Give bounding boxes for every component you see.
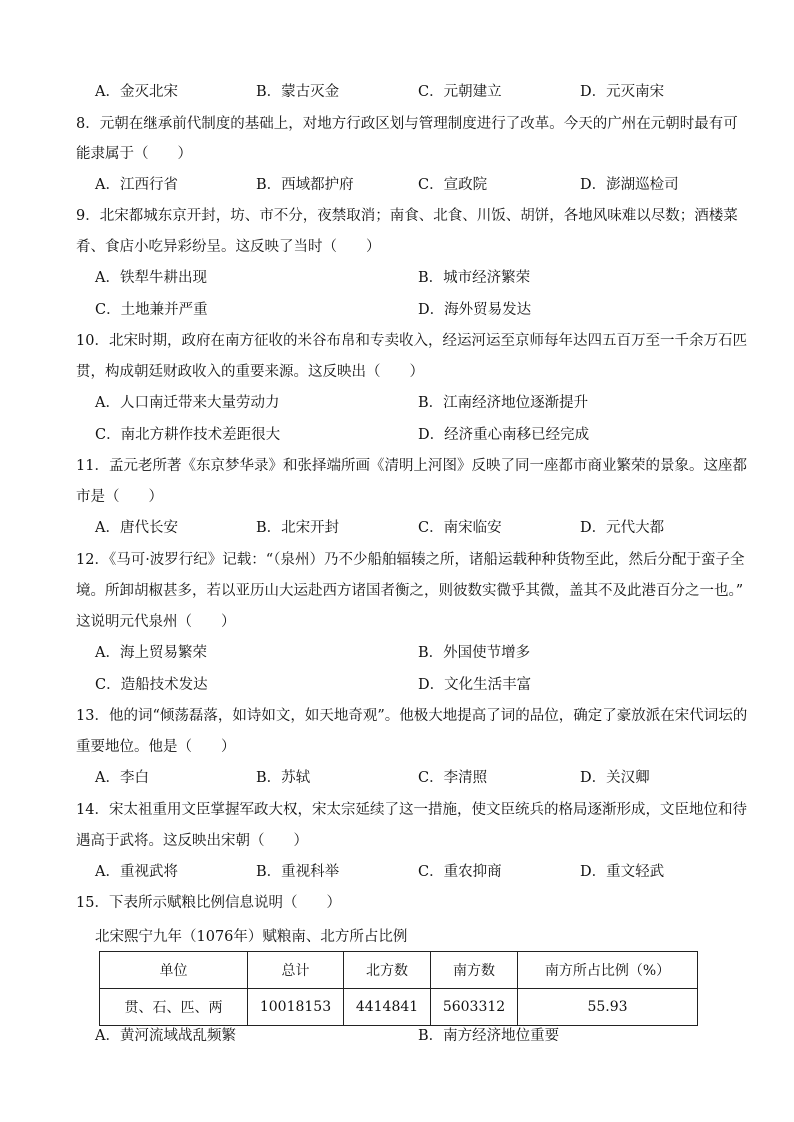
q7-option-b[interactable]: B．蒙古灭金 bbox=[256, 84, 340, 100]
q8-options bbox=[95, 175, 734, 195]
table-header-cell: 南方所占比例（%） bbox=[518, 952, 698, 989]
q13-options bbox=[95, 768, 734, 788]
table-cell: 贯、石、匹、两 bbox=[100, 989, 248, 1026]
q13-option-c[interactable]: C．李清照 bbox=[418, 770, 488, 786]
q10-stem-line-1: 10．北宋时期，政府在南方征收的米谷布帛和专卖收入，经运河运至京师每年达四五百万至一千余万石匹 bbox=[76, 333, 747, 349]
q11-options bbox=[95, 518, 734, 538]
q13-option-b[interactable]: B．苏轼 bbox=[256, 770, 311, 786]
q12-option-d[interactable]: D．文化生活丰富 bbox=[418, 677, 532, 693]
q7-option-d[interactable]: D．元灭南宋 bbox=[580, 84, 665, 100]
q15-option-b[interactable]: B．南方经济地位重要 bbox=[418, 1028, 560, 1044]
q15-table-caption: 北宋熙宁九年（1076年）赋粮南、北方所占比例 bbox=[95, 929, 408, 945]
table-header-cell: 单位 bbox=[100, 952, 248, 989]
table-cell: 55.93 bbox=[518, 989, 698, 1026]
table-row bbox=[100, 989, 698, 1026]
q12-options-row-1 bbox=[95, 643, 734, 663]
table-header-cell: 南方数 bbox=[431, 952, 518, 989]
q14-option-b[interactable]: B．重视科举 bbox=[256, 864, 340, 880]
q7-options bbox=[95, 82, 734, 102]
q13-stem-line-1: 13．他的词“倾荡磊落，如诗如文，如天地奇观”。他极大地提高了词的品位，确定了豪放派在宋代词坛的 bbox=[76, 708, 748, 724]
table-header-cell: 北方数 bbox=[344, 952, 431, 989]
q7-option-c[interactable]: C．元朝建立 bbox=[418, 84, 502, 100]
q9-option-b[interactable]: B．城市经济繁荣 bbox=[418, 270, 531, 286]
q13-option-d[interactable]: D．关汉卿 bbox=[580, 770, 650, 786]
q10-options-row-1 bbox=[95, 393, 734, 413]
q12-option-a[interactable]: A．海上贸易繁荣 bbox=[95, 645, 207, 661]
q10-option-d[interactable]: D．经济重心南移已经完成 bbox=[418, 427, 590, 443]
q8-option-d[interactable]: D．澎湖巡检司 bbox=[580, 177, 679, 193]
q14-stem-line-2: 遇高于武将。这反映出宋朝（ ） bbox=[76, 833, 308, 849]
q11-option-b[interactable]: B．北宋开封 bbox=[256, 520, 340, 536]
q9-option-d[interactable]: D．海外贸易发达 bbox=[418, 302, 532, 318]
q8-stem-line-2: 能隶属于（ ） bbox=[76, 146, 192, 162]
q11-stem-line-2: 市是（ ） bbox=[76, 489, 163, 505]
q9-options-row-2 bbox=[95, 300, 734, 320]
table-cell: 10018153 bbox=[248, 989, 344, 1026]
q14-option-a[interactable]: A．重视武将 bbox=[95, 864, 178, 880]
q11-option-d[interactable]: D．元代大都 bbox=[580, 520, 665, 536]
q15-options bbox=[95, 1026, 734, 1046]
q9-stem-line-1: 9．北宋都城东京开封，坊、市不分，夜禁取消；南食、北食、川饭、胡饼，各地风味难以尽数；酒楼菜 bbox=[76, 208, 738, 224]
table-header-row bbox=[100, 952, 698, 989]
q12-option-b[interactable]: B．外国使节增多 bbox=[418, 645, 531, 661]
q10-options-row-2 bbox=[95, 425, 734, 445]
table-header-cell: 总计 bbox=[248, 952, 344, 989]
table-cell: 5603312 bbox=[431, 989, 518, 1026]
q14-option-c[interactable]: C．重农抑商 bbox=[418, 864, 502, 880]
q15-data-table bbox=[99, 951, 698, 1026]
q7-option-a[interactable]: A．金灭北宋 bbox=[95, 84, 178, 100]
q9-stem-line-2: 肴、食店小吃异彩纷呈。这反映了当时（ ） bbox=[76, 239, 381, 255]
q10-stem-line-2: 贯，构成朝廷财政收入的重要来源。这反映出（ ） bbox=[76, 364, 424, 380]
q9-options-row-1 bbox=[95, 268, 734, 288]
q12-option-c[interactable]: C．造船技术发达 bbox=[95, 677, 208, 693]
q11-option-a[interactable]: A．唐代长安 bbox=[95, 520, 178, 536]
q12-stem-line-2: 境。所卸胡椒甚多，若以亚历山大运赴西方诸国者衡之，则彼数实微乎其微，盖其不及此港百分之一也。” bbox=[76, 583, 744, 599]
table-cell: 4414841 bbox=[344, 989, 431, 1026]
q10-option-b[interactable]: B．江南经济地位逐渐提升 bbox=[418, 395, 589, 411]
q8-option-c[interactable]: C．宣政院 bbox=[418, 177, 488, 193]
q14-option-d[interactable]: D．重文轻武 bbox=[580, 864, 665, 880]
q11-option-c[interactable]: C．南宋临安 bbox=[418, 520, 502, 536]
q8-option-a[interactable]: A．江西行省 bbox=[95, 177, 178, 193]
q12-stem-line-1: 12．《马可·波罗行纪》记载：“（泉州）乃不少船舶辐辏之所，诸船运载种种货物至此，然后分配于蛮子全 bbox=[76, 552, 745, 568]
q14-stem-line-1: 14．宋太祖重用文臣掌握军政大权，宋太宗延续了这一措施，使文臣统兵的格局逐渐形成，文臣地位和待 bbox=[76, 802, 747, 818]
q13-option-a[interactable]: A．李白 bbox=[95, 770, 149, 786]
q12-options-row-2 bbox=[95, 675, 734, 695]
q10-option-a[interactable]: A．人口南迁带来大量劳动力 bbox=[95, 395, 280, 411]
q8-option-b[interactable]: B．西域都护府 bbox=[256, 177, 354, 193]
q11-stem-line-1: 11．孟元老所著《东京梦华录》和张择端所画《清明上河图》反映了同一座都市商业繁荣的景象。这座都 bbox=[76, 458, 747, 474]
q10-option-c[interactable]: C．南北方耕作技术差距很大 bbox=[95, 427, 281, 443]
q9-option-c[interactable]: C．土地兼并严重 bbox=[95, 302, 208, 318]
q9-option-a[interactable]: A．铁犁牛耕出现 bbox=[95, 270, 207, 286]
q12-stem-line-3: 这说明元代泉州（ ） bbox=[76, 614, 236, 630]
q15-option-a[interactable]: A．黄河流域战乱频繁 bbox=[95, 1028, 236, 1044]
q13-stem-line-2: 重要地位。他是（ ） bbox=[76, 739, 236, 755]
q8-stem-line-1: 8．元朝在继承前代制度的基础上，对地方行政区划与管理制度进行了改革。今天的广州在元朝时最有可 bbox=[76, 116, 738, 132]
q14-options bbox=[95, 862, 734, 882]
q15-stem-line: 15．下表所示赋粮比例信息说明（ ） bbox=[76, 895, 341, 911]
